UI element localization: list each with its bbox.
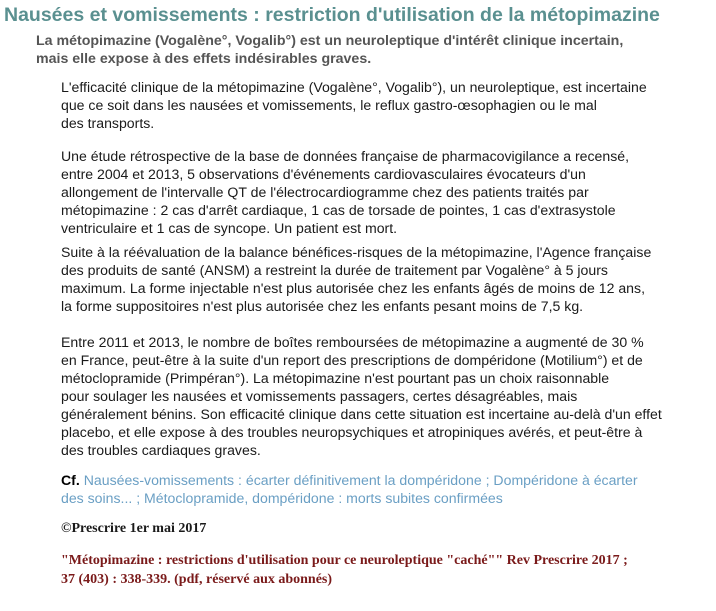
reference-line: "Métopimazine : restrictions d'utilisation pour ce neuroleptique "caché"" Rev Prescrire 2017 ;: [61, 553, 628, 568]
text-line: ventriculaire et 1 cas de syncope. Un patient est mort.: [61, 220, 398, 236]
text-line: entre 2004 et 2013, 5 observations d'événements cardiovasculaires évocateurs d'un: [61, 166, 586, 182]
see-also-label: Cf.: [61, 472, 80, 488]
text-line: généralement bénins. Son efficacité clinique dans cette situation est incertaine au-delà d'un effet: [61, 406, 662, 422]
link-metoclopramide-morts-subites[interactable]: Métoclopramide, dompéridone : morts subites confirmées: [144, 490, 503, 506]
article-summary: [36, 32, 708, 68]
link-domperidone-soins[interactable]: Dompéridone à écarter: [493, 472, 638, 488]
text-line: des transports.: [61, 115, 155, 131]
summary-line: La métopimazine (Vogalène°, Vogalib°) est un neuroleptique d'intérêt clinique incertain,: [36, 33, 624, 49]
text-line: Une étude rétrospective de la base de données française de pharmacovigilance a recensé,: [61, 148, 630, 164]
text-line: la forme suppositoires n'est plus autorisée chez les enfants pesant moins de 7,5 kg.: [61, 298, 584, 314]
copyright: ©Prescrire 1er mai 2017: [61, 521, 207, 536]
text-line: métoclopramide (Primpéran°). La métopimazine n'est pourtant pas un choix raisonnable: [61, 370, 610, 386]
link-domperidone-soins-continued[interactable]: des soins...: [61, 490, 133, 506]
paragraph-ansm-restriction: [61, 243, 711, 315]
text-line: en France, peut-être à la suite d'un report des prescriptions de dompéridone (Motilium°) et de: [61, 352, 643, 368]
text-line: maximum. La forme injectable n'est plus autorisée chez les enfants âgés de moins de 12 ans,: [61, 280, 645, 296]
text-line: L'efficacité clinique de la métopimazine (Vogalène°, Vogalib°), un neuroleptique, est incertaine: [61, 79, 647, 95]
text-line: des produits de santé (ANSM) a restreint la durée de traitement par Vogalène° à 5 jours: [61, 262, 608, 278]
text-line: métopimazine : 2 cas d'arrêt cardiaque, 1 cas de torsade de pointes, 1 cas d'extrasystole: [61, 202, 616, 218]
source-reference: [61, 551, 706, 589]
paragraph-usage-trend: [61, 333, 711, 459]
text-line: que ce soit dans les nausées et vomissements, le reflux gastro-œsophagien ou le mal: [61, 97, 597, 113]
see-also-line: [61, 489, 711, 507]
see-also: [61, 471, 711, 507]
text-line: placebo, et elle expose à des troubles neuropsychiques et atropiniques avérés, et peut-être à: [61, 424, 643, 440]
see-also-line: [61, 471, 711, 489]
text-line: pour soulager les nausées et vomissements passagers, certes désagréables, mais: [61, 388, 578, 404]
page-title: Nausées et vomissements : restriction d'utilisation de la métopimazine: [4, 4, 660, 26]
text-line: Suite à la réévaluation de la balance bénéfices-risques de la métopimazine, l'Agence française: [61, 244, 652, 260]
summary-line: mais elle expose à des effets indésirables graves.: [36, 51, 372, 67]
link-separator: ;: [132, 490, 145, 506]
paragraph-pharmacovigilance: [61, 147, 711, 237]
text-line: des troubles cardiaques graves.: [61, 442, 261, 458]
link-domperidone-ecarter[interactable]: Nausées-vomissements : écarter définitivement la dompéridone: [83, 472, 482, 488]
reference-line: 37 (403) : 338-339. (pdf, réservé aux abonnés): [61, 572, 333, 587]
text-line: Entre 2011 et 2013, le nombre de boîtes remboursées de métopimazine a augmenté de 30 %: [61, 334, 644, 350]
text-line: allongement de l'intervalle QT de l'électrocardiogramme chez des patients traités par: [61, 184, 589, 200]
paragraph-efficacy: [61, 78, 711, 132]
link-separator: ;: [481, 472, 494, 488]
